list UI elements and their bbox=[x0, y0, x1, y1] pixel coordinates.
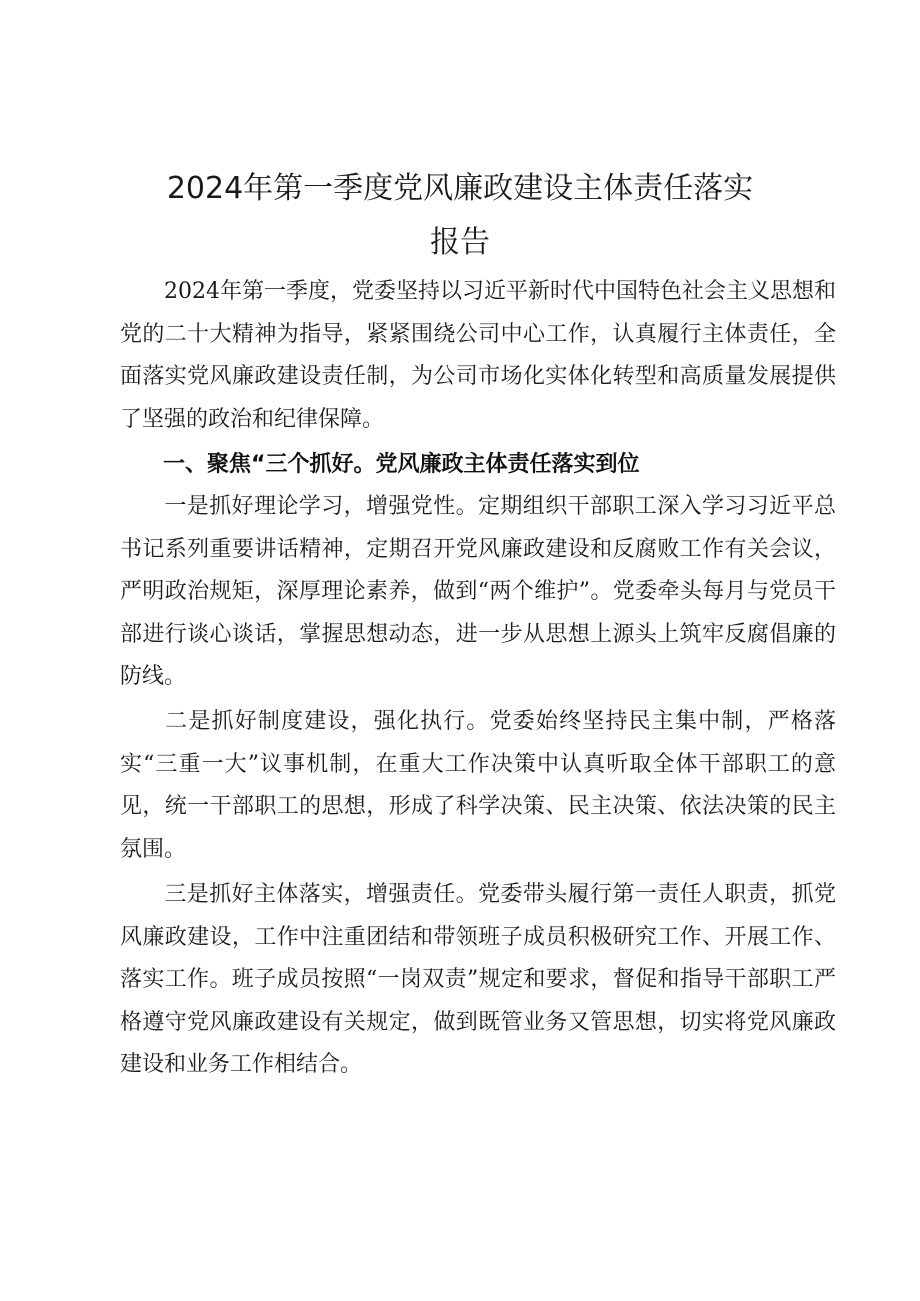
document-title-line-2: 报告 bbox=[430, 225, 490, 260]
paragraph-3 bbox=[120, 874, 836, 1087]
paragraph-1 bbox=[120, 486, 836, 699]
paragraph-intro bbox=[120, 271, 836, 441]
paragraph-1-text: 一是抓好理论学习，增强党性。定期组织干部职工深入学习习近平总书记系列重要讲话精神，定期召开党风廉政建设和反腐败工作有关会议，严明政治规矩，深厚理论素养，做到“两个维护”。党委牵头每月与党员干部进行谈心谈话，掌握思想动态，进一步从思想上源头上筑牢反腐倡廉的防线。 bbox=[120, 494, 836, 690]
paragraph-3-text: 三是抓好主体落实，增强责任。党委带头履行第一责任人职责，抓党风廉政建设，工作中注重团结和带领班子成员积极研究工作、开展工作、落实工作。班子成员按照“一岗双责”规定和要求，督促和指导干部职工严格遵守党风廉政建设有关规定，做到既管业务又管思想，切实将党风廉政建设和业务工作相结合。 bbox=[120, 882, 836, 1078]
section-heading-1: 一、聚焦“三个抓好。党风廉政主体责任落实到位 bbox=[163, 452, 640, 477]
paragraph-intro-text: 2024年第一季度，党委坚持以习近平新时代中国特色社会主义思想和党的二十大精神为指导，紧紧围绕公司中心工作，认真履行主体责任，全面落实党风廉政建设责任制，为公司市场化实体化转型和高质量发展提供了坚强的政治和纪律保障。 bbox=[120, 279, 836, 432]
document-title-line-1: 2024年第一季度党风廉政建设主体责任落实 bbox=[166, 171, 754, 206]
paragraph-2-text: 二是抓好制度建设，强化执行。党委始终坚持民主集中制，严格落实“三重一大”议事机制，在重大工作决策中认真听取全体干部职工的意见，统一干部职工的思想，形成了科学决策、民主决策、依法决策的民主氛围。 bbox=[120, 709, 836, 862]
paragraph-2 bbox=[120, 701, 836, 871]
